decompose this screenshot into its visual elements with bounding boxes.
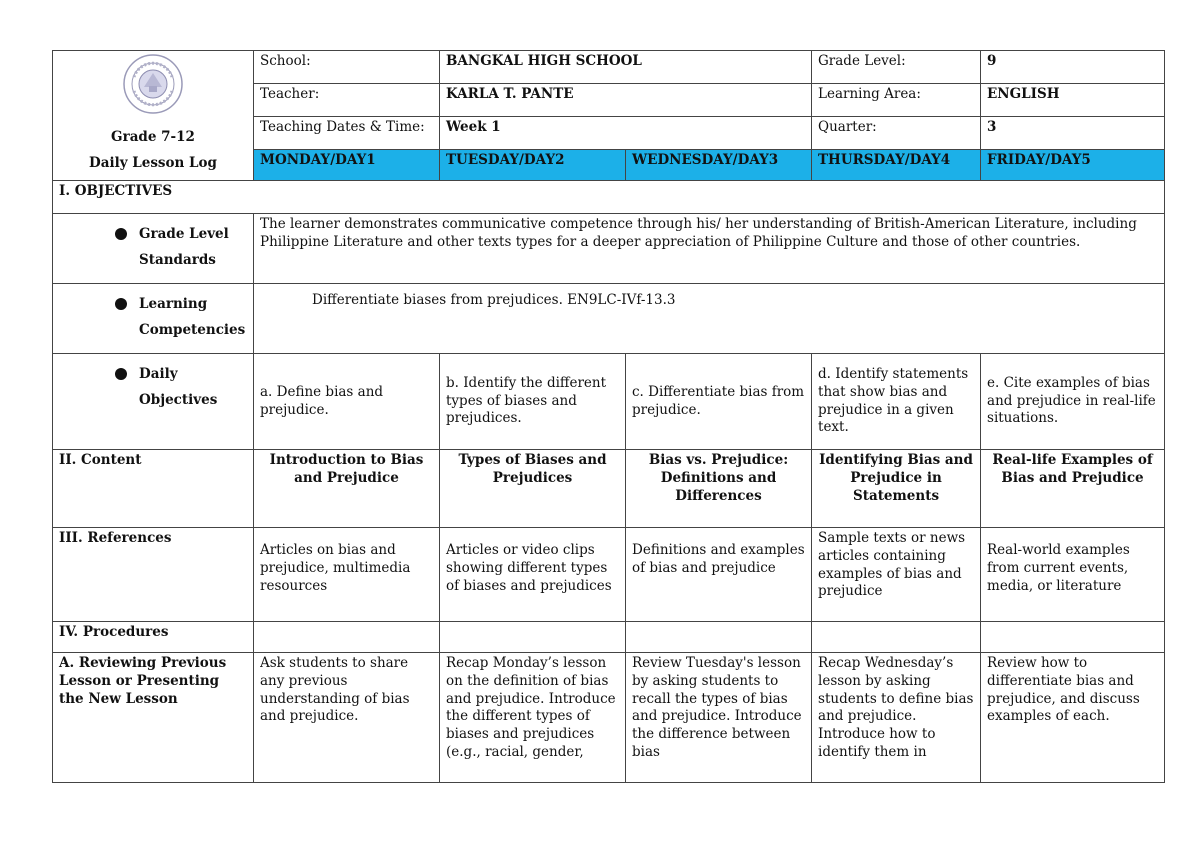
content-friday: Real-life Examples of Bias and Prejudice — [981, 450, 1165, 528]
learning-area-label: Learning Area: — [812, 84, 981, 117]
day-header-thursday: THURSDAY/DAY4 — [812, 150, 981, 181]
teacher-label: Teacher: — [254, 84, 440, 117]
procedure-a-wednesday-text: Review Tuesday's lesson by asking students to recall the types of bias and prejudice. Introduce the difference between bias — [632, 655, 802, 761]
procedure-a-label: A. Reviewing Previous Lesson or Presenting the New Lesson — [53, 653, 254, 783]
objectives-heading: I. OBJECTIVES — [53, 181, 1165, 214]
objectives-heading-row — [53, 181, 1165, 214]
teaching-dates-label: Teaching Dates & Time: — [254, 117, 440, 150]
daily-objective-tuesday: b. Identify the different types of biases and prejudices. — [440, 354, 626, 450]
grade-level-standards-text: The learner demonstrates communicative competence through his/ her understanding of British-American Literature, including Philippine Literature and other texts types for a deeper appreciation of Philippine Culture and those of other countries. — [254, 214, 1165, 284]
procedure-a-row — [53, 653, 1165, 783]
references-monday: Articles on bias and prejudice, multimedia resources — [254, 528, 440, 622]
daily-objective-wednesday: c. Differentiate bias from prejudice. — [626, 354, 812, 450]
school-value: BANGKAL HIGH SCHOOL — [440, 51, 812, 84]
learning-competencies-row — [53, 284, 1165, 354]
procedures-heading-row — [53, 622, 1165, 653]
grade-level-standards-label-2: Standards — [139, 251, 216, 268]
procedure-a-monday-text: Ask students to share any previous understanding of bias and prejudice. — [260, 655, 410, 725]
learning-competencies-label-cell — [53, 284, 254, 354]
procedure-a-thursday — [812, 653, 981, 783]
quarter-value: 3 — [981, 117, 1165, 150]
day-header-friday: FRIDAY/DAY5 — [981, 150, 1165, 181]
content-wednesday: Bias vs. Prejudice: Definitions and Differences — [626, 450, 812, 528]
procedure-a-friday-text: Review how to differentiate bias and prejudice, and discuss examples of each. — [987, 655, 1140, 725]
learning-competencies-text: Differentiate biases from prejudices. EN9LC-IVf-13.3 — [254, 284, 1165, 354]
teacher-value: KARLA T. PANTE — [440, 84, 812, 117]
references-wednesday: Definitions and examples of bias and prejudice — [626, 528, 812, 622]
procedures-heading: IV. Procedures — [53, 622, 254, 653]
procedures-empty-monday — [254, 622, 440, 653]
references-friday: Real-world examples from current events, media, or literature — [981, 528, 1165, 622]
daily-objectives-row — [53, 354, 1165, 450]
grade-range-title: Grade 7-12 — [111, 129, 195, 145]
daily-objectives-label-cell — [53, 354, 254, 450]
daily-objective-thursday: d. Identify statements that show bias and prejudice in a given text. — [812, 354, 981, 450]
bullet-icon — [115, 368, 127, 380]
references-thursday: Sample texts or news articles containing examples of bias and prejudice — [812, 528, 981, 622]
procedure-a-friday — [981, 653, 1165, 783]
learning-area-value: ENGLISH — [981, 84, 1165, 117]
content-tuesday: Types of Biases and Prejudices — [440, 450, 626, 528]
deped-seal-icon — [122, 53, 184, 115]
procedure-a-thursday-text: Recap Wednesday’s lesson by asking students to define bias and prejudice. Introduce how to identify them in — [818, 655, 974, 761]
grade-level-label: Grade Level: — [812, 51, 981, 84]
quarter-label: Quarter: — [812, 117, 981, 150]
procedure-a-monday — [254, 653, 440, 783]
content-thursday: Identifying Bias and Prejudice in Statements — [812, 450, 981, 528]
teaching-dates-value: Week 1 — [440, 117, 812, 150]
procedure-a-tuesday — [440, 653, 626, 783]
references-heading: III. References — [53, 528, 254, 622]
grade-level-standards-row — [53, 214, 1165, 284]
day-header-monday: MONDAY/DAY1 — [254, 150, 440, 181]
references-tuesday: Articles or video clips showing different types of biases and prejudices — [440, 528, 626, 622]
day-header-tuesday: TUESDAY/DAY2 — [440, 150, 626, 181]
procedures-empty-thursday — [812, 622, 981, 653]
procedures-empty-friday — [981, 622, 1165, 653]
grade-level-standards-label-1: Grade Level — [139, 226, 229, 242]
daily-objectives-label-2: Objectives — [139, 391, 218, 408]
content-monday: Introduction to Bias and Prejudice — [254, 450, 440, 528]
daily-lesson-log-table — [52, 50, 1165, 783]
learning-competencies-label-1: Learning — [139, 296, 208, 312]
bullet-icon — [115, 298, 127, 310]
grade-level-value: 9 — [981, 51, 1165, 84]
references-row — [53, 528, 1165, 622]
school-label: School: — [254, 51, 440, 84]
procedures-empty-wednesday — [626, 622, 812, 653]
daily-objective-monday: a. Define bias and prejudice. — [254, 354, 440, 450]
learning-competencies-label-2: Competencies — [139, 321, 246, 338]
header-logo-cell — [53, 51, 254, 181]
content-row — [53, 450, 1165, 528]
daily-objective-friday: e. Cite examples of bias and prejudice in real-life situations. — [981, 354, 1165, 450]
day-header-wednesday: WEDNESDAY/DAY3 — [626, 150, 812, 181]
header-row-school — [53, 51, 1165, 84]
daily-lesson-log-title: Daily Lesson Log — [89, 154, 217, 171]
bullet-icon — [115, 228, 127, 240]
daily-objectives-label-1: Daily — [139, 366, 178, 382]
content-heading: II. Content — [53, 450, 254, 528]
procedures-empty-tuesday — [440, 622, 626, 653]
procedure-a-wednesday — [626, 653, 812, 783]
grade-level-standards-label-cell — [53, 214, 254, 284]
procedure-a-tuesday-text: Recap Monday’s lesson on the definition of bias and prejudice. Introduce the different types of biases and prejudices (e.g., racial, gender, — [446, 655, 616, 761]
